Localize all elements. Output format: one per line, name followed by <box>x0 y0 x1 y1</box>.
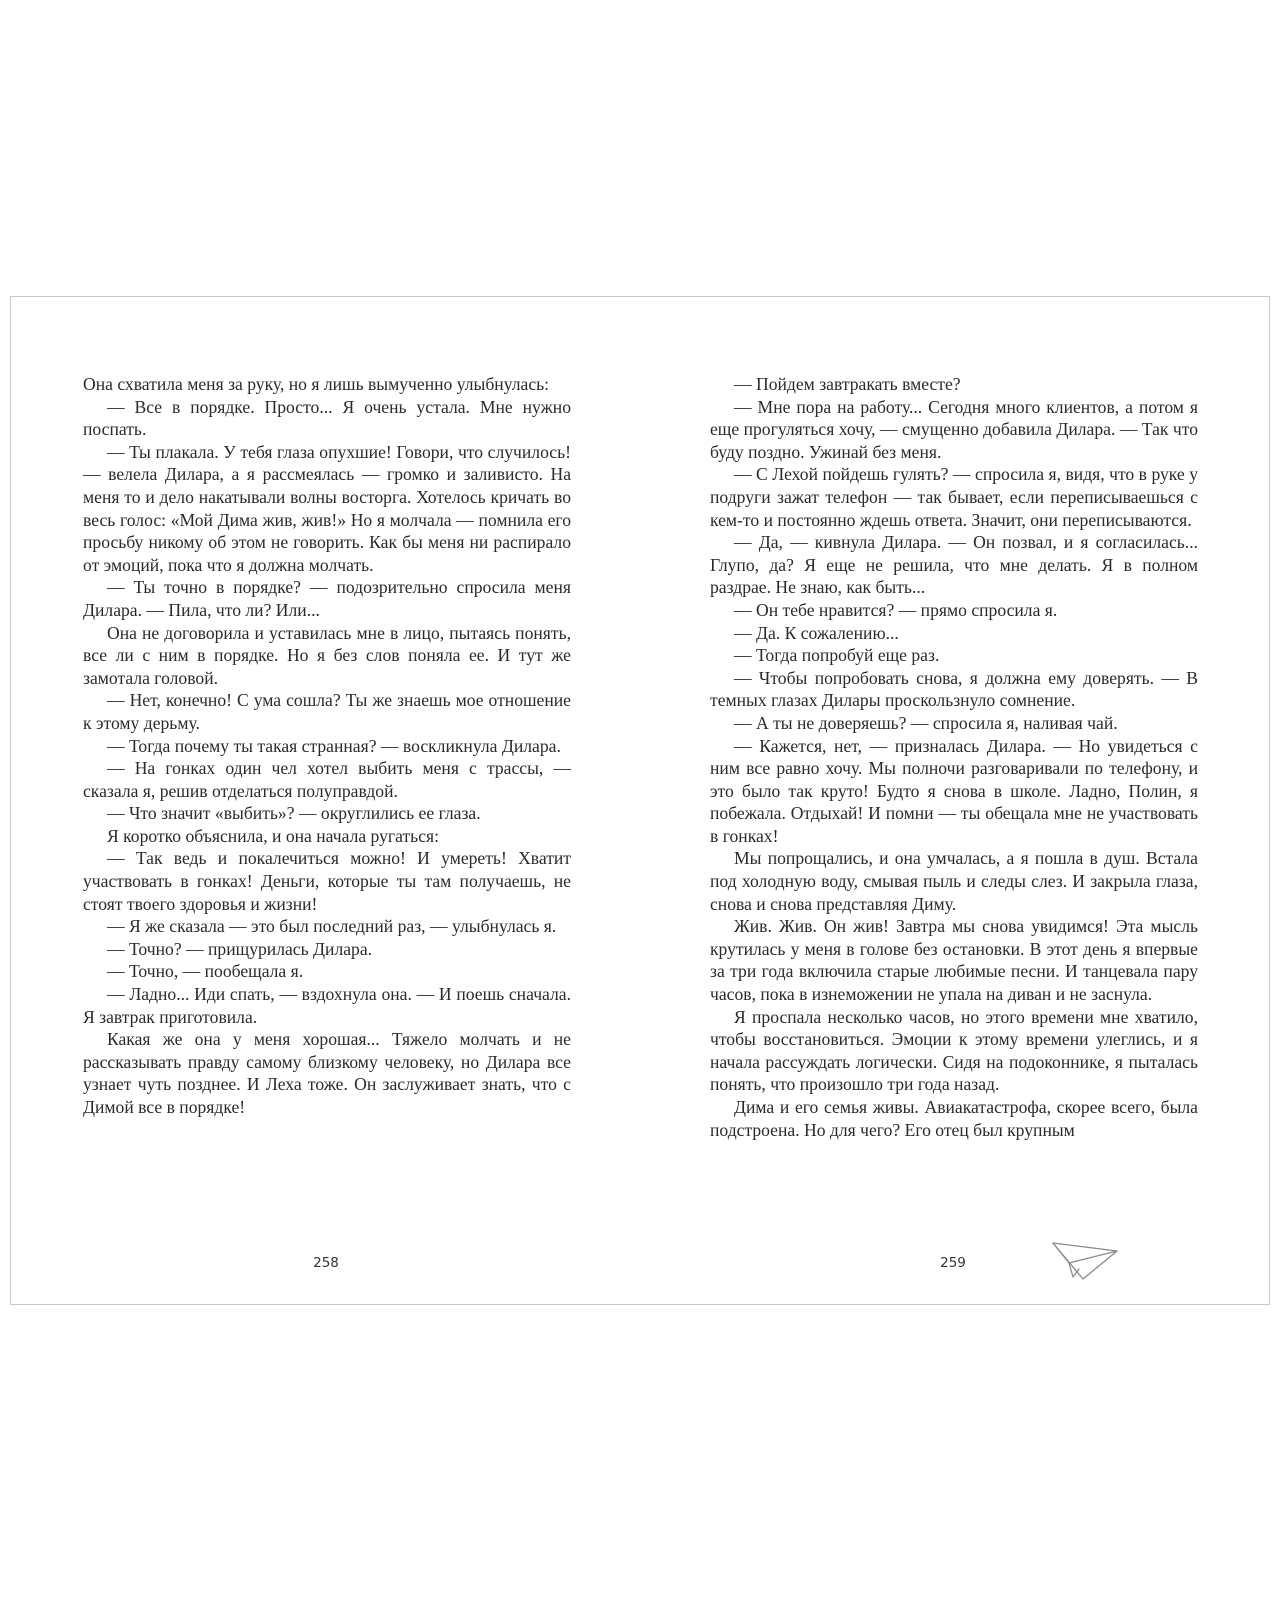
paragraph: — Ты точно в порядке? — подозрительно спросила меня Дилара. — Пила, что ли? Или... <box>83 577 571 620</box>
paper-plane-icon <box>1051 1235 1121 1285</box>
paragraph: Дима и его семья живы. Авиакатастрофа, скорее всего, была подстроена. Но для чего? Его отец был крупным <box>710 1097 1198 1140</box>
paragraph: — Так ведь и покалечиться можно! И умереть! Хватит участвовать в гонках! Деньги, которые ты там получаешь, не стоят твоего здоровья и жизни! <box>83 848 571 914</box>
paragraph: — Тогда попробуй еще раз. <box>734 645 940 666</box>
paragraph: — С Лехой пойдешь гулять? — спросила я, видя, что в руке у подруги зажат телефон — так бывает, если переписываешься с кем-то и постоянно ждешь ответа. Значит, они переписываются. <box>710 464 1198 530</box>
paragraph: — А ты не доверяешь? — спросила я, наливая чай. <box>734 712 1118 733</box>
paragraph: Она не договорила и уставилась мне в лицо, пытаясь понять, все ли с ним в порядке. Но я без слов поняла ее. И тут же замотала головой. <box>83 622 571 688</box>
paragraph: Я проспала несколько часов, но этого времени мне хватило, чтобы восстановиться. Эмоции к этому времени улеглись, и я начала рассуждать логически. Сидя на подоконнике, я пыталась понять, что произошло три года назад. <box>710 1006 1198 1095</box>
paragraph: — Нет, конечно! С ума сошла? Ты же знаешь мое отношение к этому дерьму. <box>83 690 571 733</box>
paragraph: Я коротко объяснила, и она начала ругаться: <box>107 825 439 846</box>
page-number-left: 258 <box>313 1255 339 1271</box>
book-spread <box>10 296 1270 1305</box>
paragraph: — Все в порядке. Просто... Я очень устала. Мне нужно поспать. <box>83 396 571 440</box>
right-page-text <box>710 373 1198 1141</box>
paragraph: Жив. Жив. Он жив! Завтра мы снова увидимся! Эта мысль крутилась у меня в голове без остановки. В этот день я впервые за три года включила старые любимые песни. И танцевала пару часов, пока в изнеможении не упала на диван и не заснула. <box>710 916 1198 1005</box>
paragraph: Она схватила меня за руку, но я лишь вымученно улыбнулась: <box>83 374 550 394</box>
paragraph: Какая же она у меня хорошая... Тяжело молчать и не рассказывать правду самому близкому человеку, но Дилара все узнает чуть позднее. И Леха тоже. Он заслуживает знать, что с Димой все в порядке! <box>83 1029 571 1117</box>
left-page-text <box>83 373 571 1119</box>
paragraph: — Чтобы попробовать снова, я должна ему доверять. — В темных глазах Дилары проскользнуло сомнение. <box>710 667 1198 711</box>
paragraph: — Он тебе нравится? — прямо спросила я. <box>734 599 1058 620</box>
paragraph: — Что значит «выбить»? — округлились ее глаза. <box>107 803 481 824</box>
paragraph: — Кажется, нет, — призналась Дилара. — Но увидеться с ним все равно хочу. Мы полночи разговаривали по телефону, и это было так круто! Будто я снова в школе. Ладно, Полин, я побежала. Отдыхай! И помни — ты обещала мне не участвовать в гонках! <box>710 735 1198 846</box>
paragraph: — Мне пора на работу... Сегодня много клиентов, а потом я еще прогуляться хочу, — смущенно добавила Дилара. — Так что буду поздно. Ужинай без меня. <box>710 396 1198 462</box>
paragraph: — Да, — кивнула Дилара. — Он позвал, и я согласилась... Глупо, да? Я еще не решила, что мне делать. Я в полном раздрае. Не знаю, как быть... <box>710 532 1198 598</box>
paragraph: — Точно, — пообещала я. <box>107 961 304 982</box>
page-number-right: 259 <box>940 1255 966 1271</box>
paragraph: — Я же сказала — это был последний раз, — улыбнулась я. <box>107 916 557 937</box>
paragraph: Мы попрощались, и она умчалась, а я пошла в душ. Встала под холодную воду, смывая пыль и следы слез. И закрыла глаза, снова и снова представляя Диму. <box>710 848 1198 914</box>
paragraph: — Да. К сожалению... <box>734 622 899 643</box>
paragraph: — На гонках один чел хотел выбить меня с трассы, — сказала я, решив отделаться полуправдой. <box>83 758 571 801</box>
paragraph: — Тогда почему ты такая странная? — воскликнула Дилара. <box>107 735 561 756</box>
paragraph: — Пойдем завтракать вместе? <box>734 374 961 394</box>
paragraph: — Ты плакала. У тебя глаза опухшие! Говори, что случилось! — велела Дилара, а я рассмеялась — громко и заливисто. На меня то и дело накатывали волны восторга. Хотелось кричать во весь голос: «Мой Дима жив, жив!» Но я молчала — помнила его просьбу никому об этом не говорить. Как бы меня ни распирало от эмоций, пока что я должна молчать. <box>83 441 571 575</box>
paragraph: — Ладно... Иди спать, — вздохнула она. — И поешь сначала. Я завтрак приготовила. <box>83 984 571 1027</box>
paragraph: — Точно? — прищурилась Дилара. <box>107 938 373 959</box>
